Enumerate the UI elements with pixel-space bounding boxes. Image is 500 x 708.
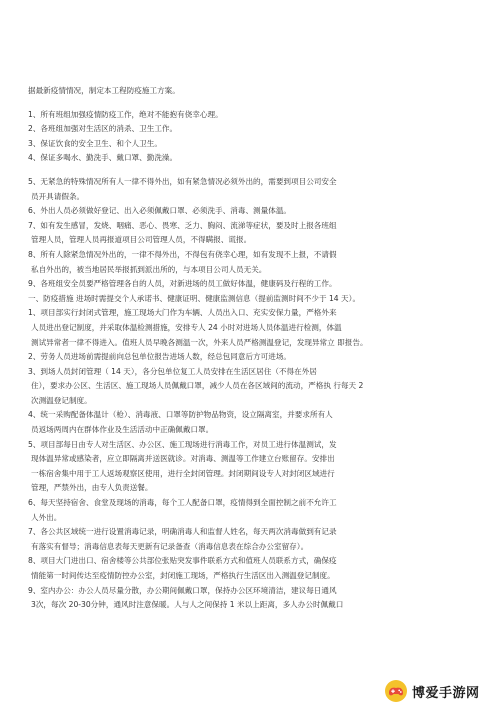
block2-line: 1、项目部实行封闭式管理，施工现场大门作为车辆、人员出入口、充实安保力量，严格外来 <box>28 308 337 318</box>
block2-line: 管理人员，管理人员再报道项目公司管理人员，不得瞒报、谎报。 <box>31 235 252 245</box>
block1-line: 1、所有班组加强疫情防疫工作，绝对不能抱有侥幸心理。 <box>28 109 223 119</box>
block1-line: 2、各班组加强对生活区的消杀、卫生工作。 <box>28 124 178 134</box>
block2-line: 现体温异常或感染者，应立即隔离并送医就诊。对消毒、测温等工作建立台账留存。安排出 <box>31 454 335 464</box>
block2-line: 住），要求办公区、生活区、施工现场人员佩戴口罩，减少人员在各区域间的流动，严格执 行每天 2 <box>31 381 364 391</box>
block1-line: 4、保证多喝水、勤洗手、戴口罩、勤洗澡。 <box>28 153 178 163</box>
watermark-text: 博爱手游网 <box>412 685 480 701</box>
document-intro: 据最新疫情情况，制定本工程防疫施工方案。 <box>28 86 180 95</box>
block2-line: 8、所有人除紧急情况外出的，一律不得外出，不得包有侥幸心理，如有发现不上报，不请假 <box>28 249 337 259</box>
block2-line: 8、项目大门进出口、宿舍楼等公共部位张贴突发事件联系方式和值班人员联系方式，确保疫 <box>28 556 337 566</box>
spacer <box>28 99 478 108</box>
block2-line: 2、劳务人员进场前需提前向总包单位报告进场人数，经总包同意后方可进场。 <box>28 352 292 362</box>
block2-line: 4、统一采购配备体温计（枪）、消毒液、口罩等防护物品物资，设立隔离室，并要求所有人 <box>28 410 333 420</box>
block2-line: 一、防疫措施 进场时需提交个人承诺书、健康证明、健康监测信息（提前监测时间不少于 14 天）。 <box>28 293 361 303</box>
block2-line: 5、无紧急的特殊情况所有人一律不得外出，如有紧急情况必须外出的，需要到项目公司安全 <box>28 176 337 186</box>
block2-line: 员返场两周内在群体作业及生活活动中正确佩戴口罩。 <box>31 425 214 435</box>
spacer <box>28 166 478 175</box>
block2-line: 次测温登记制度。 <box>31 395 92 405</box>
block2-line: 人外出。 <box>31 512 62 522</box>
block2-line: 6、每天坚持宿舍、食堂及现场的消毒，每个工人配备口罩，疫情得到全面控制之前不允许工 <box>28 498 337 508</box>
block2-line: 9、室内办公：办公人员尽量分散，办公期间佩戴口罩，保持办公区环境清洁，建议每日通风 <box>28 585 337 595</box>
block2-line: 3次，每次 20-30分钟，通风时注意保暖。人与人之间保持 1 米以上距离，多人办公时佩戴口 <box>31 600 344 610</box>
block2-line: 情能第一时间传达至疫情防控办公室，封闭施工现场，严格执行生活区出入测温登记制度。 <box>31 571 335 580</box>
block2-line: 有落实有督导；消毒信息表每天更新有记录备查（消毒信息表在综合办公室留存）。 <box>31 541 309 551</box>
document-body <box>28 84 478 613</box>
block2-line: 私自外出的，被当地居民举报抓到派出所的，与本项目公司人员无关。 <box>31 264 267 274</box>
block2-line: 人员进出登记制度，并采取体温检测措施，安排专人 24 小时对进场人员体温进行检测，体温 <box>31 322 342 332</box>
block2-line: 5、项目部每日由专人对生活区、办公区、施工现场进行消毒工作，对员工进行体温测试，发 <box>28 439 337 449</box>
block1-line: 3、保证饮食的安全卫生、和个人卫生。 <box>28 138 162 148</box>
block2-line: 9、各班组安全员要严格管理各自的人员，对新进场的员工做好体温，健康码及行程的工作。 <box>28 279 337 289</box>
game-controller-logo-icon <box>384 679 408 703</box>
block2-line: 一栋宿舍集中用于工人返场观察区使用，进行全封闭管理。封闭期间设专人对封闭区域进行 <box>31 468 335 478</box>
block2-line: 员开具请假条。 <box>31 191 85 201</box>
block2-line: 管理，严禁外出，由专人负责送餐。 <box>31 483 153 493</box>
block2-line: 7、各公共区域统一进行设置消毒记录，明确消毒人和监督人姓名，每天两次消毒做到有记录 <box>28 527 337 537</box>
block2-line: 测试异常者一律不得进入。值班人员早晚各测温一次，外来人员严格测温登记，发现异常立 即报告。 <box>31 337 368 347</box>
block2-line: 7、如有发生感冒，发烧、咽痛、恶心、畏寒、乏力、胸闷、流涕等症状，要及时上报各班组 <box>28 220 337 230</box>
block2-line: 3、到场人员封闭管理（ 14 天），各分包单位复工人员安排在生活区居住（不得在外居 <box>28 366 317 376</box>
site-watermark <box>384 678 494 704</box>
block2-line: 6、外出人员必须做好登记、出入必须佩戴口罩、必须洗手、消毒、测量体温。 <box>28 206 292 216</box>
